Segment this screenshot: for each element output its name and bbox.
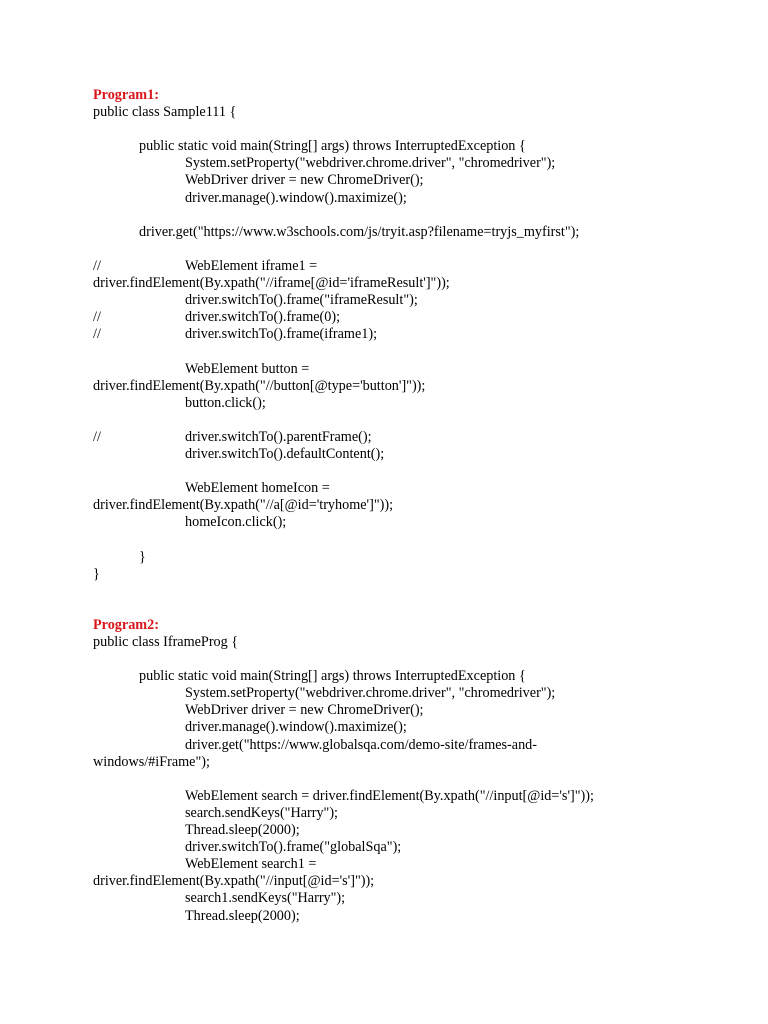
code-line xyxy=(93,600,733,617)
code-line xyxy=(93,429,733,446)
code-line xyxy=(93,275,733,292)
code-line xyxy=(93,754,733,771)
code-line xyxy=(93,873,733,890)
program1-code-block xyxy=(93,104,733,617)
code-text: public static void main(String[] args) throws InterruptedException { xyxy=(139,138,526,155)
code-text: driver.findElement(By.xpath("//button[@type='button']")); xyxy=(93,377,426,394)
code-text: driver.switchTo().frame(0); xyxy=(185,309,341,326)
code-line xyxy=(93,497,733,514)
code-line xyxy=(93,446,733,463)
code-text: public class Sample111 { xyxy=(93,104,237,121)
code-text: driver.manage().window().maximize(); xyxy=(185,189,407,206)
code-line xyxy=(93,583,733,600)
code-line xyxy=(93,805,733,822)
code-line xyxy=(93,702,733,719)
code-text: search1.sendKeys("Harry"); xyxy=(185,890,346,907)
code-line xyxy=(93,361,733,378)
code-text: System.setProperty("webdriver.chrome.driver", "chromedriver"); xyxy=(185,685,556,702)
code-line xyxy=(93,412,733,429)
program2-heading: Program2: xyxy=(93,616,159,633)
code-line xyxy=(93,343,733,360)
code-text: Thread.sleep(2000); xyxy=(185,907,300,924)
program1-heading: Program1: xyxy=(93,87,159,103)
code-line xyxy=(93,549,733,566)
code-text: driver.get("https://www.w3schools.com/js/tryit.asp?filename=tryjs_myfirst"); xyxy=(139,223,580,240)
code-line xyxy=(93,685,733,702)
code-line xyxy=(93,822,733,839)
code-text: driver.manage().window().maximize(); xyxy=(185,719,407,736)
comment-marker: // xyxy=(93,326,101,343)
code-line xyxy=(93,378,733,395)
code-line xyxy=(93,207,733,224)
code-text: WebElement search = driver.findElement(By.xpath("//input[@id='s']")); xyxy=(185,787,594,804)
code-line xyxy=(93,737,733,754)
code-text: WebElement search1 = xyxy=(185,856,317,873)
code-text: public class IframeProg { xyxy=(93,634,239,650)
code-text: driver.switchTo().frame(iframe1); xyxy=(185,326,378,343)
code-line xyxy=(93,514,733,531)
code-line xyxy=(93,788,733,805)
code-text: driver.findElement(By.xpath("//iframe[@id='iframeResult']")); xyxy=(93,275,450,292)
code-line xyxy=(93,224,733,241)
code-text: } xyxy=(139,548,146,565)
document-body xyxy=(93,87,733,925)
code-line xyxy=(93,719,733,736)
code-line xyxy=(93,566,733,583)
code-text: public static void main(String[] args) throws InterruptedException { xyxy=(139,668,526,685)
code-line xyxy=(93,104,733,121)
code-text: driver.switchTo().defaultContent(); xyxy=(185,445,385,462)
code-text: driver.get("https://www.globalsqa.com/demo-site/frames-and- xyxy=(185,736,537,753)
code-line xyxy=(93,839,733,856)
code-text: driver.switchTo().frame("globalSqa"); xyxy=(185,839,402,856)
code-line xyxy=(93,668,733,685)
code-line xyxy=(93,241,733,258)
comment-marker: // xyxy=(93,309,101,326)
code-line xyxy=(93,190,733,207)
code-text: search.sendKeys("Harry"); xyxy=(185,804,339,821)
code-line xyxy=(93,326,733,343)
code-line xyxy=(93,121,733,138)
code-line xyxy=(93,172,733,189)
code-line xyxy=(93,771,733,788)
code-text: System.setProperty("webdriver.chrome.driver", "chromedriver"); xyxy=(185,155,556,172)
comment-marker: // xyxy=(93,257,101,274)
code-line xyxy=(93,463,733,480)
code-text: driver.switchTo().frame("iframeResult"); xyxy=(185,292,418,309)
code-text: } xyxy=(93,565,100,582)
code-line xyxy=(93,531,733,548)
code-line xyxy=(93,908,733,925)
code-text: WebDriver driver = new ChromeDriver(); xyxy=(185,172,424,189)
code-line xyxy=(93,480,733,497)
code-text: windows/#iFrame"); xyxy=(93,753,210,770)
code-line xyxy=(93,138,733,155)
code-text: driver.findElement(By.xpath("//a[@id='tryhome']")); xyxy=(93,497,394,514)
code-text: button.click(); xyxy=(185,394,266,411)
code-line xyxy=(93,309,733,326)
code-line xyxy=(93,258,733,275)
code-line xyxy=(93,292,733,309)
comment-marker: // xyxy=(93,428,101,445)
code-text: WebElement homeIcon = xyxy=(185,480,330,497)
code-line xyxy=(93,395,733,412)
program2-code-block xyxy=(93,634,733,925)
code-line xyxy=(93,890,733,907)
code-text: WebElement button = xyxy=(185,360,310,377)
code-text: driver.findElement(By.xpath("//input[@id='s']")); xyxy=(93,873,375,890)
code-line xyxy=(93,155,733,172)
code-line xyxy=(93,856,733,873)
code-line xyxy=(93,651,733,668)
code-line xyxy=(93,634,733,651)
code-text: homeIcon.click(); xyxy=(185,514,287,531)
code-text: WebDriver driver = new ChromeDriver(); xyxy=(185,702,424,719)
code-text: WebElement iframe1 = xyxy=(185,257,318,274)
code-text: Thread.sleep(2000); xyxy=(185,822,300,839)
code-text: driver.switchTo().parentFrame(); xyxy=(185,428,372,445)
